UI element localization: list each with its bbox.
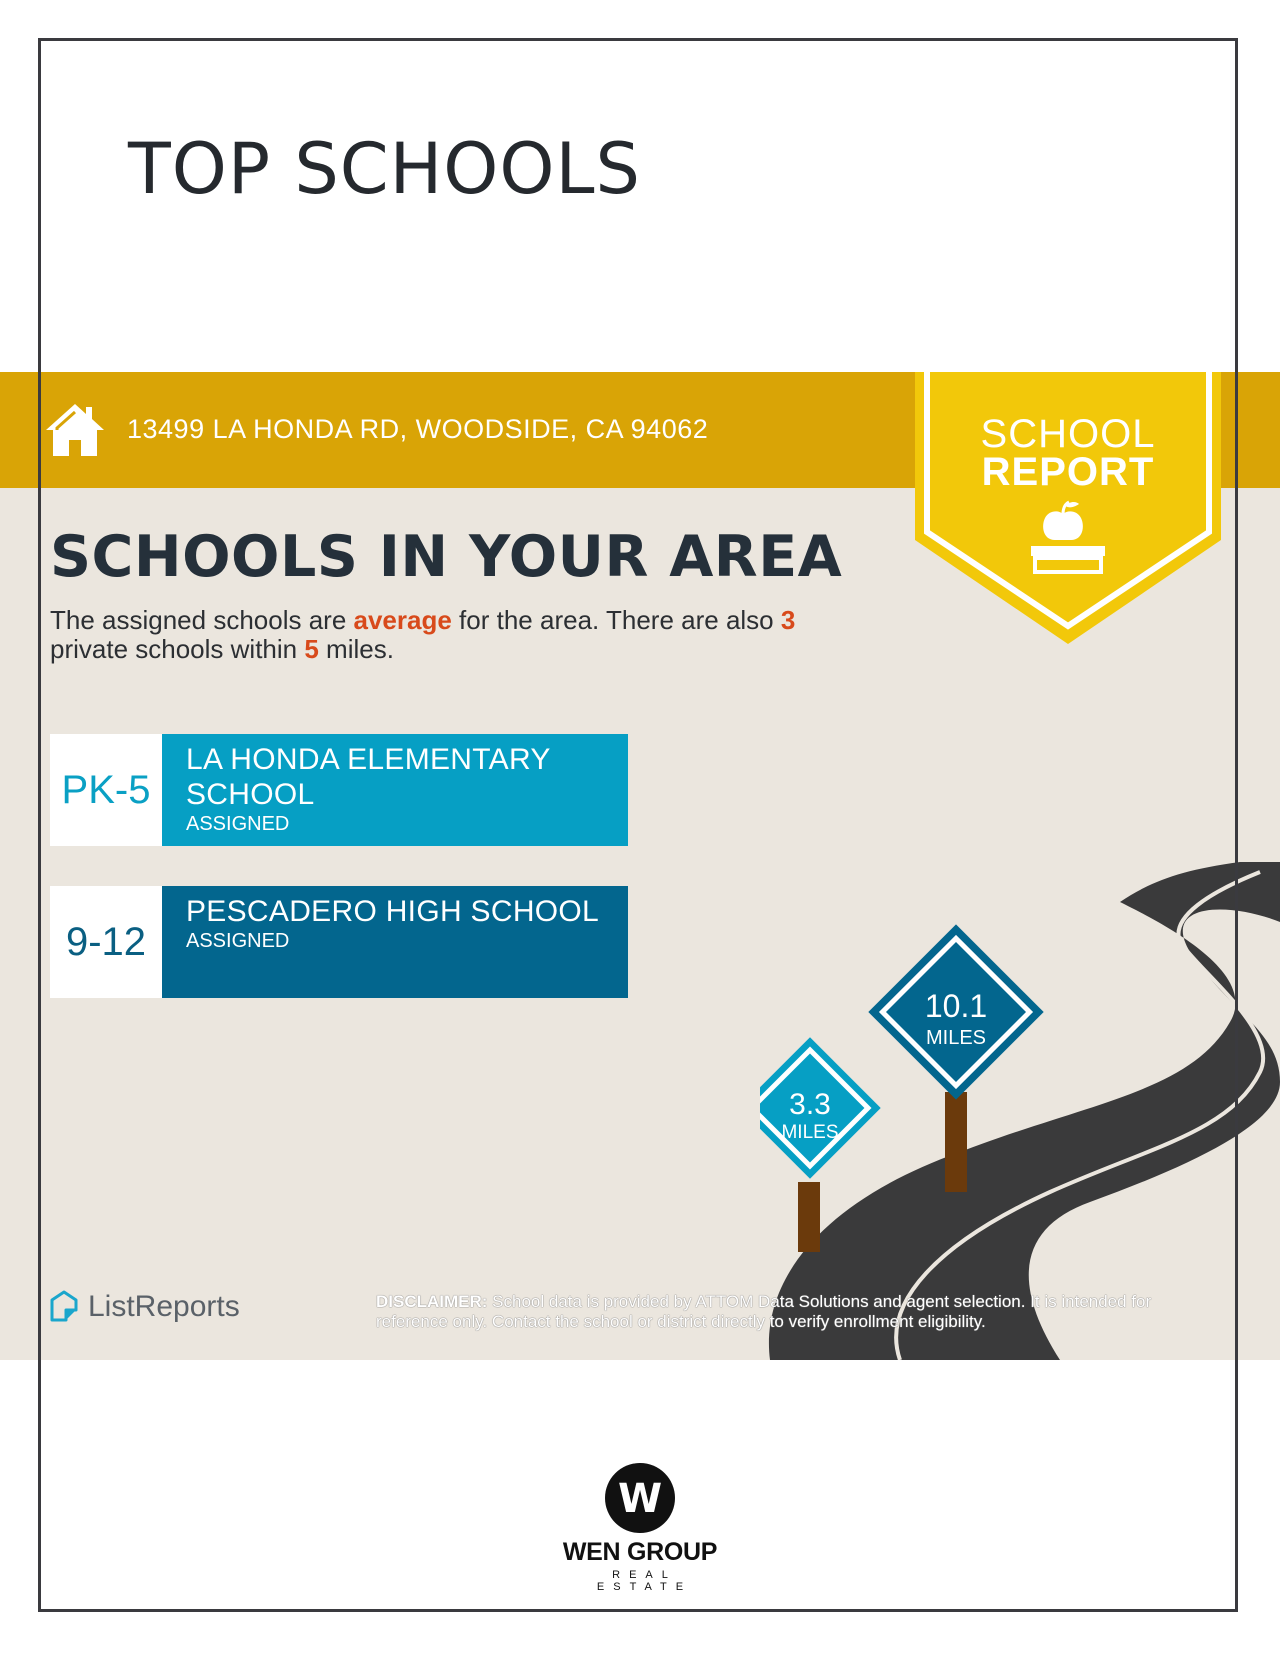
summary-text: miles. [318, 634, 394, 664]
listreports-brand [48, 1290, 240, 1324]
distance-unit: MILES [781, 1122, 839, 1143]
logo-letter: W [617, 1476, 663, 1522]
grade-range: PK-5 [50, 734, 162, 846]
apple-on-book-icon [1025, 496, 1111, 576]
section-title: SCHOOLS IN YOUR AREA [50, 524, 843, 590]
company-name: WEN GROUP [562, 1538, 718, 1566]
distance-value: 3.3 [789, 1088, 831, 1121]
company-logo [560, 1462, 720, 1593]
school-report-panel [0, 372, 1280, 1360]
school-info [162, 886, 628, 998]
disclaimer-text: School data is provided by ATTOM Data Solutions and agent selection. It is intended for reference only. Contact the school or district directly to verify enrollment eligibility. [376, 1292, 1152, 1331]
wen-group-logo-mark [604, 1462, 676, 1534]
disclaimer-label: DISCLAIMER: [376, 1292, 488, 1311]
distance-value: 10.1 [924, 988, 988, 1024]
property-address: 13499 LA HONDA RD, WOODSIDE, CA 94062 [127, 414, 709, 444]
school-status: ASSIGNED [186, 930, 290, 952]
brand-name: ListReports [88, 1290, 240, 1323]
badge-line2: REPORT [981, 450, 1155, 494]
radius-highlight: 5 [304, 634, 319, 664]
distance-unit: MILES [925, 1027, 987, 1049]
private-count-highlight: 3 [780, 605, 796, 635]
house-icon [44, 402, 106, 458]
school-info [162, 734, 628, 846]
summary-text: private schools within [50, 634, 305, 664]
listreports-logo-icon [48, 1290, 80, 1324]
road-illustration [760, 862, 1280, 1360]
company-tagline: REAL ESTATE [596, 1569, 693, 1593]
sign-post [945, 1092, 967, 1192]
schools-summary [50, 606, 930, 664]
page-title: TOP SCHOOLS [128, 128, 641, 210]
school-name: PESCADERO HIGH SCHOOL [186, 895, 600, 928]
badge-line1: SCHOOL [980, 412, 1156, 456]
school-report-badge [915, 372, 1221, 644]
school-card[interactable] [50, 734, 628, 846]
rating-highlight: average [353, 605, 452, 635]
school-card[interactable] [50, 886, 628, 998]
sign-post [798, 1182, 820, 1252]
grade-range: 9-12 [50, 886, 162, 998]
school-status: ASSIGNED [186, 813, 290, 835]
disclaimer [376, 1292, 1216, 1332]
summary-text: The assigned schools are [50, 605, 354, 635]
summary-text: for the area. There are also [451, 605, 781, 635]
school-name: LA HONDA ELEMENTARY SCHOOL [186, 743, 551, 811]
